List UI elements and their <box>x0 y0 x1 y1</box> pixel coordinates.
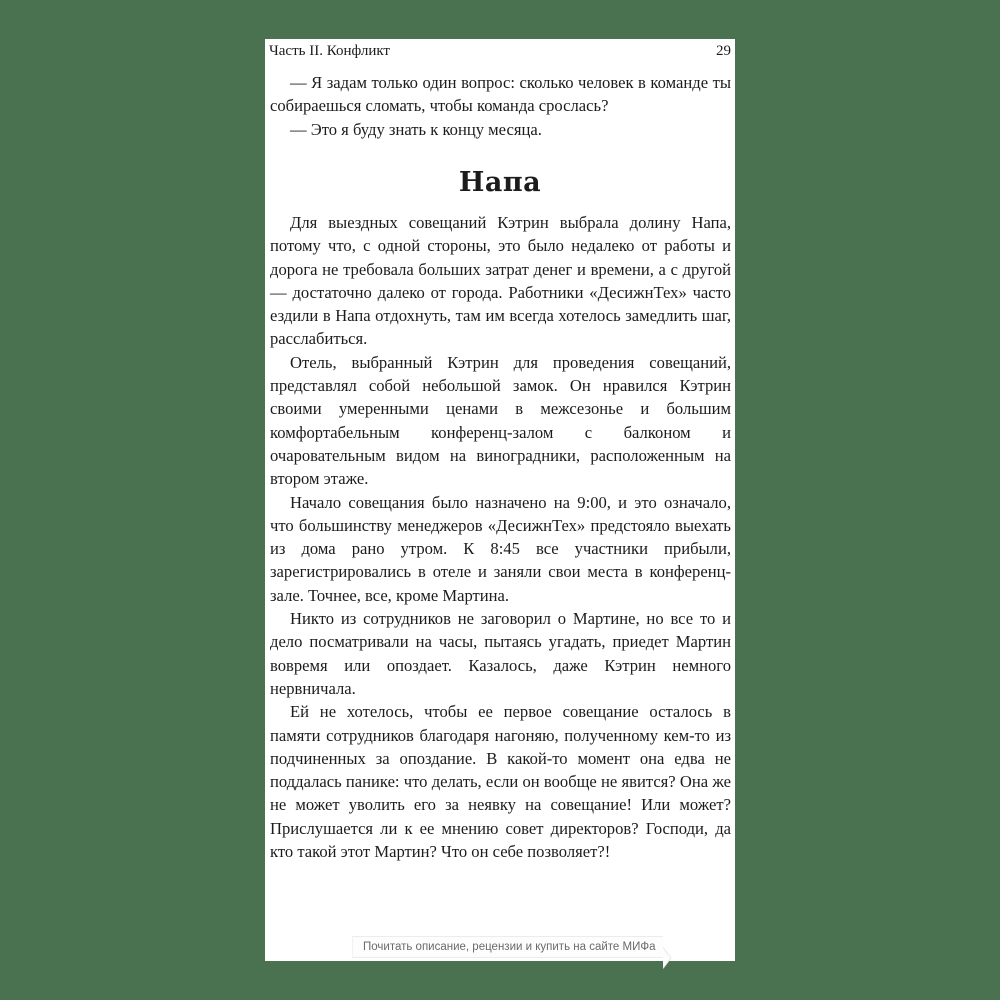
paragraph: Для выездных совещаний Кэтрин выбрала долину Напа, потому что, с одной стороны, это было недалеко от работы и дорога не требовала больших затрат денег и времени, а с другой — достаточно далеко от города. Работники «ДесижнТех» часто ездили в Напа отдохнуть, там им всегда хотелось замедлить шаг, расслабиться. <box>270 213 731 349</box>
book-page <box>265 39 735 961</box>
mif-store-link[interactable] <box>352 936 662 958</box>
paragraph: Начало совещания было назначено на 9:00, и это означало, что большинству менеджеров «ДесижнТех» предстояло выехать из дома рано утром. К 8:45 все участники прибыли, зарегистрировались в отеле и заняли свои места в конференц-зале. Точнее, все, кроме Мартина. <box>270 492 731 605</box>
page-number: 29 <box>716 43 731 59</box>
running-head <box>269 41 731 61</box>
chapter-body <box>270 211 731 863</box>
section-title: Часть II. Конфликт <box>269 43 390 59</box>
opening-dialogue <box>270 71 731 141</box>
paragraph: Никто из сотрудников не заговорил о Мартине, но все то и дело посматривали на часы, пытаясь угадать, приедет Мартин вовремя или опоздает. Казалось, даже Кэтрин немного нервничала. <box>270 609 731 698</box>
chapter-title: Напа <box>458 167 542 198</box>
paragraph: Отель, выбранный Кэтрин для проведения совещаний, представлял собой небольшой замок. Он нравился Кэтрин своими умеренными ценами в межсезонье и большим комфортабельным конференц-залом с балконом и очаровательным видом на виноградники, расположенным на втором этаже. <box>270 352 731 489</box>
dialogue-line: — Это я буду знать к концу месяца. <box>290 119 542 139</box>
mif-store-link-label: Почитать описание, рецензии и купить на сайте МИФа <box>352 936 663 958</box>
paragraph: Ей не хотелось, чтобы ее первое совещание осталось в памяти сотрудников благодаря нагоняю, полученному кем-то из подчиненных за опоздание. В какой-то момент она едва не поддалась панике: что делать, если он вообще не явится? Она же не может уволить его за неявку на совещание! Или может? Прислушается ли к ее мнению совет директоров? Господи, да кто такой этот Мартин? Что он себе позволяет?! <box>270 702 731 862</box>
dialogue-line: — Я задам только один вопрос: сколько человек в команде ты собираешься сломать, чтобы команда срослась? <box>270 73 731 116</box>
